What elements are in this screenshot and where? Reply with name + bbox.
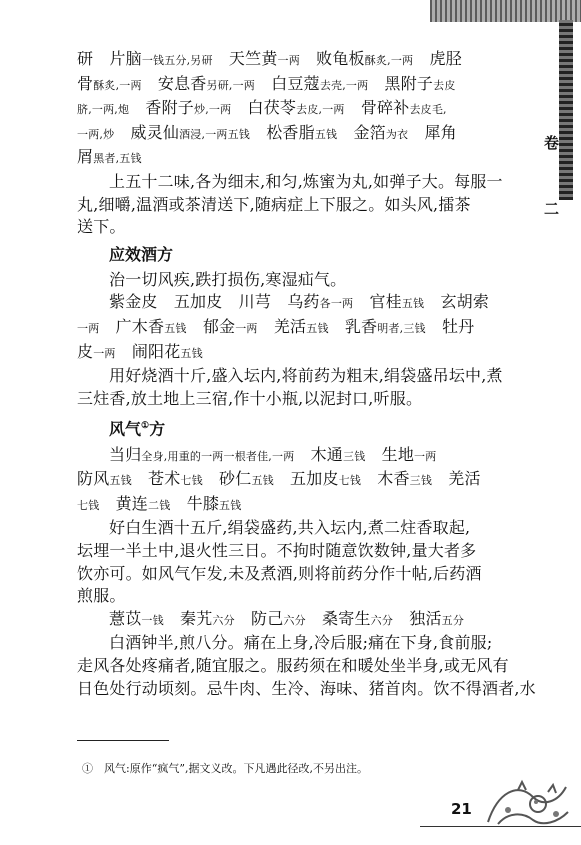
herb-name: 官桂 — [369, 292, 402, 312]
herb-note: 五钱 — [164, 321, 187, 335]
paragraph-line: 用好烧酒十斤,盛入坛内,将前药为粗末,绢袋盛吊坛中,煮 — [109, 366, 503, 386]
herb-note: 黑者,五钱 — [93, 152, 142, 166]
herb-note: 一两 — [414, 449, 437, 463]
text-line — [77, 122, 517, 147]
page-number: 21 — [451, 800, 472, 818]
herb-name: 羌活 — [448, 469, 481, 489]
herb-name: 黄连 — [115, 493, 149, 513]
herb-note: 五钱 — [306, 321, 329, 335]
herb-note: 明者,三钱 — [377, 321, 426, 335]
footnote-divider — [77, 740, 169, 741]
herb-note: 酥炙,一两 — [93, 78, 142, 92]
herb-note: 一钱 — [141, 613, 164, 627]
herb-name: 败龟板 — [316, 49, 365, 68]
herb-note: 去皮毛, — [409, 103, 447, 117]
herb-note: 七钱 — [338, 474, 362, 488]
herb-name: 生地 — [381, 444, 415, 464]
herb-name: 乌药 — [287, 292, 320, 312]
side-tab-bar — [559, 20, 573, 200]
text-line — [77, 146, 517, 171]
herb-name: 紫金皮 — [109, 292, 158, 312]
herb-line — [77, 493, 517, 518]
herb-name: 木通 — [310, 444, 344, 464]
herb-note: 五钱 — [401, 297, 425, 311]
herb-name: 香附子 — [145, 98, 195, 118]
herb-note: 二钱 — [148, 498, 171, 512]
herb-note: 五钱 — [314, 127, 338, 141]
section-heading: 应效酒方 — [109, 244, 174, 264]
herb-note: 一两 — [93, 346, 116, 360]
herb-note: 一两,炒 — [77, 127, 115, 141]
herb-name: 独活 — [409, 608, 442, 628]
herb-name: 广木香 — [115, 316, 165, 336]
heading-text: 风气 — [109, 419, 142, 439]
herb-name: 苍术 — [148, 469, 181, 489]
footer-rule — [420, 826, 581, 827]
herb-name: 羌活 — [273, 316, 307, 336]
herb-note: 六分 — [370, 613, 394, 627]
paragraph-line: 上五十二味,各为细末,和匀,炼蜜为丸,如弹子大。每服一 — [109, 171, 503, 191]
herb-note: 去皮,一两 — [296, 103, 345, 117]
herb-line — [77, 468, 517, 493]
herb-note: 酒浸,一两五钱 — [179, 127, 251, 141]
herb-name: 川芎 — [238, 292, 272, 312]
herb-name: 骨 — [77, 73, 94, 93]
herb-name: 黑附子 — [384, 73, 434, 93]
herb-name: 当归 — [109, 444, 142, 464]
paragraph-line: 煎服。 — [77, 586, 126, 606]
paragraph-line: 三炷香,放土地上三宿,作十小瓶,以泥封口,听服。 — [77, 388, 423, 408]
herb-note: 五钱 — [251, 474, 274, 488]
herb-name: 防己 — [251, 608, 284, 628]
text-line — [77, 48, 517, 73]
herb-note: 炒,一两 — [194, 103, 232, 117]
text-line — [77, 73, 517, 98]
herb-name: 屑 — [77, 147, 94, 167]
herb-note: 六分 — [212, 613, 235, 627]
herb-name: 白茯苓 — [247, 98, 297, 118]
herb-name: 安息香 — [157, 73, 207, 93]
herb-name: 研 — [77, 49, 94, 68]
volume-label: 卷 — [543, 134, 559, 152]
herb-name: 骨碎补 — [360, 98, 410, 118]
paragraph-line: 坛埋一半土中,退火性三日。不拘时随意饮数钟,量大者多 — [77, 541, 477, 561]
herb-note: 三钱 — [343, 449, 366, 463]
paragraph-line: 饮亦可。如风气乍发,未及煮酒,则将前药分作十帖,后药酒 — [77, 563, 482, 583]
herb-note: 为衣 — [385, 127, 409, 141]
paragraph-line: 治一切风疾,跌打损伤,寒湿疝气。 — [109, 269, 347, 289]
herb-line — [77, 608, 517, 633]
herb-name: 秦艽 — [180, 608, 213, 628]
herb-note: 五分 — [441, 613, 465, 627]
paragraph-line: 白酒钟半,煎八分。痛在上身,冷后服;痛在下身,食前服; — [109, 633, 493, 653]
herb-name: 玄胡索 — [440, 292, 490, 312]
herb-line — [77, 341, 517, 366]
paragraph-line: 送下。 — [77, 217, 126, 237]
herb-note: 一两 — [277, 54, 300, 67]
page-body — [77, 48, 536, 700]
herb-name: 牛膝 — [186, 493, 220, 513]
page-top-border — [430, 0, 581, 22]
herb-name: 虎胫 — [429, 49, 462, 68]
footnote-marker[interactable]: ① — [141, 421, 150, 432]
text-line — [77, 97, 517, 122]
herb-name: 威灵仙 — [130, 122, 180, 142]
herb-note: 一两 — [77, 321, 100, 335]
herb-name: 片脑 — [109, 49, 142, 68]
herb-note: 七钱 — [180, 474, 203, 488]
herb-name: 五加皮 — [173, 292, 223, 312]
footnote: ① 风气:原作“疯气”,据文义改。下凡遇此径改,不另出注。 — [82, 762, 368, 775]
herb-name: 牡丹 — [441, 316, 475, 336]
herb-name: 犀角 — [424, 122, 457, 142]
paragraph-line: 好白生酒十五斤,绢袋盛药,共入坛内,煮二炷香取起, — [109, 518, 471, 538]
herb-note: 全身,用重的一两一根者佳,一两 — [141, 449, 295, 463]
herb-name: 五加皮 — [290, 469, 339, 489]
herb-name: 薏苡 — [109, 608, 142, 628]
herb-name: 天竺黄 — [228, 49, 278, 68]
volume-number: 二 — [543, 200, 559, 218]
herb-note: 去壳,一两 — [319, 78, 369, 92]
herb-note: 各一两 — [319, 297, 354, 311]
herb-name: 金箔 — [353, 122, 386, 142]
herb-name: 白豆蔻 — [271, 73, 320, 93]
herb-name: 皮 — [77, 341, 94, 361]
volume-side-tab — [537, 20, 581, 220]
herb-line — [77, 316, 517, 341]
herb-name: 砂仁 — [219, 469, 252, 489]
herb-name: 闹阳花 — [131, 341, 181, 361]
herb-note: 五钱 — [109, 474, 132, 488]
herb-note: 一钱五分,另研 — [141, 54, 213, 67]
herb-note: 一两 — [235, 321, 258, 335]
herb-note: 酥炙,一两 — [364, 54, 414, 67]
heading-text: 方 — [149, 419, 166, 439]
paragraph-line: 丸,细嚼,温酒或茶清送下,随病症上下服之。如头风,擂茶 — [77, 194, 471, 214]
herb-name: 郁金 — [202, 316, 236, 336]
section-heading — [77, 412, 517, 443]
dragon-ornament-icon — [478, 772, 574, 832]
paragraph-line: 日色处行动顷刻。忌牛肉、生冷、海味、猪首肉。饮不得酒者,水 — [77, 678, 536, 698]
herb-note: 五钱 — [219, 498, 242, 512]
herb-note: 另研,一两 — [206, 78, 256, 92]
paragraph-line: 走风各处疼痛者,随宜服之。服药须在和暖处坐半身,或无风有 — [77, 655, 509, 675]
herb-name: 乳香 — [344, 316, 378, 336]
herb-note: 脐,一两,炮 — [77, 103, 130, 117]
herb-name: 桑寄生 — [322, 608, 371, 628]
herb-note: 六分 — [283, 613, 306, 627]
herb-note: 五钱 — [180, 346, 203, 360]
herb-line — [77, 291, 517, 316]
herb-note: 七钱 — [77, 498, 100, 512]
herb-note: 三钱 — [409, 474, 433, 488]
herb-name: 防风 — [77, 469, 110, 489]
herb-name: 木香 — [377, 469, 410, 489]
herb-note: 去皮 — [433, 78, 456, 92]
herb-line — [77, 444, 517, 469]
herb-name: 松香脂 — [266, 122, 315, 142]
